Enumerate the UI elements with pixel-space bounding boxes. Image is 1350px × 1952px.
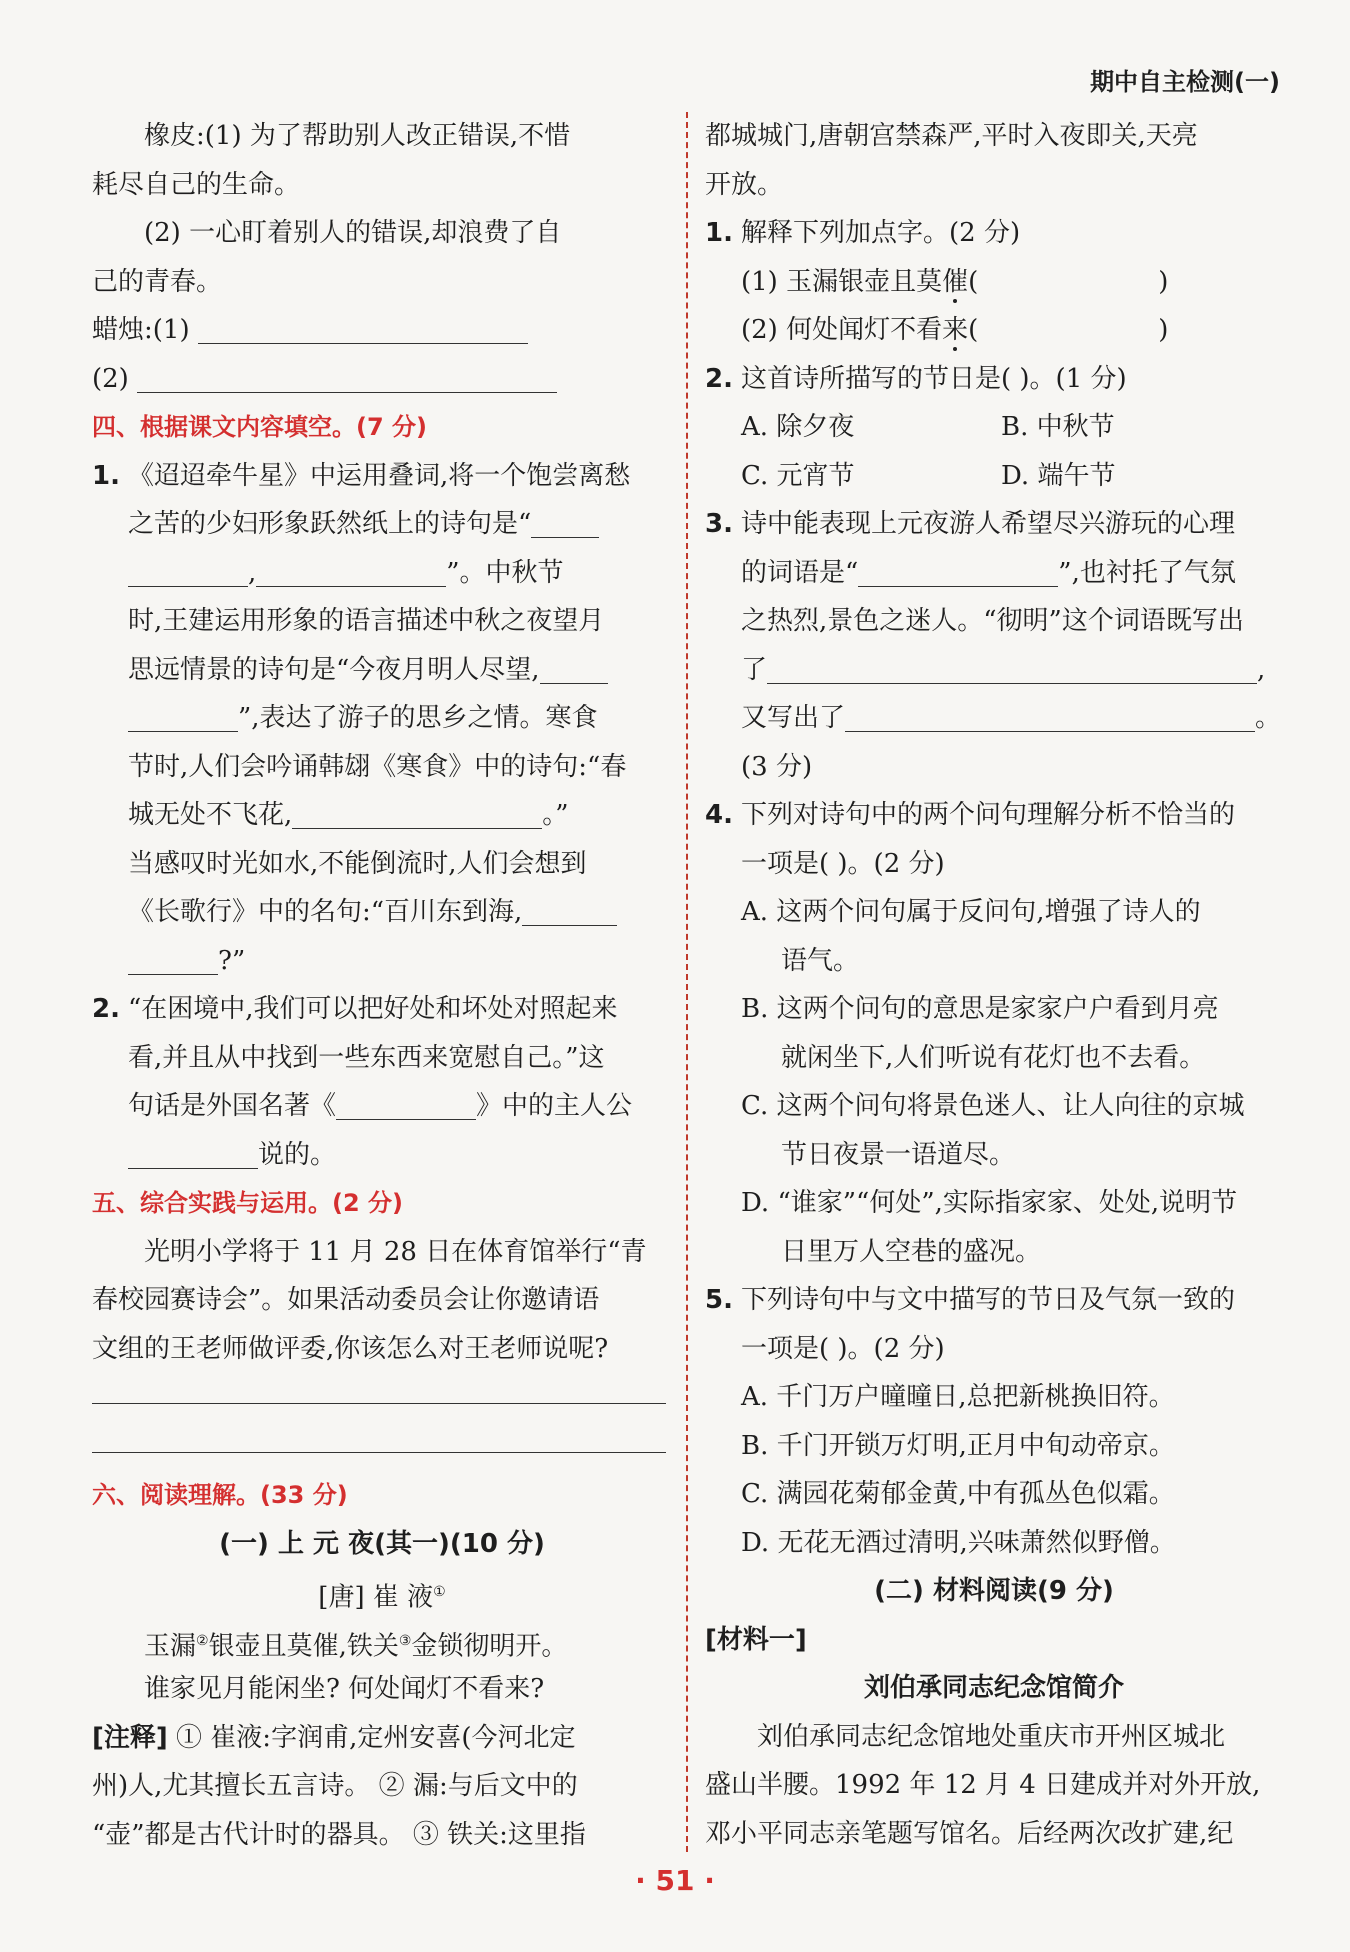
question-number: 3. (705, 509, 733, 539)
material-label: [材料一] (705, 1624, 807, 1655)
text-line: 盛山半腰。1992 年 12 月 4 日建成并对外开放, (705, 1770, 1261, 1800)
material-title: 刘伯承同志纪念馆简介 (863, 1673, 1124, 1703)
option-a[interactable]: A. 这两个问句属于反问句,增强了诗人的 (741, 897, 1201, 927)
question-number: 4. (705, 800, 733, 830)
option-d[interactable]: D. “谁家”“何处”,实际指家家、处处,说明节 (741, 1188, 1238, 1218)
column-divider (686, 112, 688, 1852)
sub-question: (1) 玉漏银壶且莫催( ) (741, 266, 1169, 297)
text-line: 光明小学将于 11 月 28 日在体育馆举行“青 (144, 1236, 647, 1267)
poem-author: [唐] 崔 液① (318, 1582, 446, 1613)
text-line: 都城城门,唐朝宫禁森严,平时入夜即关,天亮 (705, 121, 1198, 151)
candle-line-2: (2) (92, 355, 672, 404)
option-d-cont: 日里万人空巷的盛况。 (781, 1236, 1042, 1267)
note-line: 州)人,尤其擅长五言诗。 ② 漏:与后文中的 (92, 1771, 578, 1801)
question-number: 1. (705, 218, 733, 248)
answer-blank[interactable] (845, 701, 1255, 732)
text-line: 文组的王老师做评委,你该怎么对王老师说呢? (92, 1333, 609, 1364)
answer-blank[interactable] (128, 1138, 258, 1169)
material-section-title: (二) 材料阅读(9 分) (874, 1576, 1114, 1606)
answer-blank[interactable] (128, 944, 218, 975)
option-a-cont: 语气。 (781, 945, 860, 976)
option-b[interactable]: B. 千门开锁万灯明,正月中旬动帝京。 (741, 1430, 1175, 1461)
text-line: 开放。 (705, 169, 784, 200)
answer-blank[interactable] (137, 362, 557, 393)
note-line: [注释] ① 崔液:字润甫,定州安喜(今河北定 (92, 1722, 576, 1753)
option-d[interactable]: D. 无花无酒过清明,兴味萧然似野僧。 (741, 1527, 1176, 1558)
answer-line[interactable] (92, 1373, 666, 1404)
answer-blank[interactable] (540, 653, 608, 684)
text-line: 春校园赛诗会”。如果活动委员会让你邀请语 (92, 1285, 600, 1315)
answer-blank[interactable] (292, 798, 542, 829)
answer-blank[interactable] (256, 556, 446, 587)
option-a[interactable]: A. 千门万户曈曈日,总把新桃换旧符。 (741, 1382, 1175, 1412)
option-c[interactable]: C. 满园花菊郁金黄,中有孤丛色似霜。 (741, 1479, 1175, 1509)
poem-title: (一) 上 元 夜(其一)(10 分) (219, 1528, 545, 1559)
right-column: 都城城门,唐朝宫禁森严,平时入夜即关,天亮 开放。 1. 解释下列加点字。(2 分) (1) 玉漏银壶且莫催( ) (2) 何处闻灯不看来( ) 2. 这首诗所描写的节日是( )。(1 分) A. 除夕夜 B. 中秋节 C. 元宵节 D. 端午节 3. 诗中能表现上元夜游人希望尽兴游玩的心理 的词语是“ ”,也衬托了气氛 之热烈,景色之迷人。“彻明”这个词语既写出 了 , 又写出了 。 (3 分) 4. 下列对诗句中的两个问句理解分析不恰当的 一项是( )。(2 分) A. 这两个问句属于反问句,增强了诗人的 语气。 B. 这两个问句的意思是家家户户看到月亮 就闲坐下,人们听说有花灯也不去看。 C. 这两个问句将景色迷人、让人向往的京城 节日夜景一语道尽。 D. “谁家”“何处”,实际指家家、处处,说明节 日里万人空巷的盛况。 5. 下列诗句中与文中描写的节日及气氛一致的 一项是( )。(2 分) A. 千门万户曈曈日,总把新桃换旧符。 B. 千门开锁万灯明,正月中旬动帝京。 C. 满园花菊郁金黄,中有孤丛色似霜。 D. 无花无酒过清明,兴味萧然似野僧。 (二) 材料阅读(9 分) [材料一] 刘伯承同志纪念馆简介 刘伯承同志纪念馆地处重庆市开州区城北 盛山半腰。1992 年 12 月 4 日建成并对外开放, 邓小平同志亲笔题写馆名。后经两次改扩建,纪 (705, 112, 1283, 1858)
text-line: 节时,人们会吟诵韩翃《寒食》中的诗句:“春 (128, 751, 627, 782)
question-number: 5. (705, 1285, 733, 1315)
page-number: · 51 · (635, 1864, 715, 1897)
option-c[interactable]: C. 这两个问句将景色迷人、让人向往的京城 (741, 1091, 1245, 1121)
text-line: 邓小平同志亲笔题写馆名。后经两次改扩建,纪 (705, 1818, 1234, 1849)
text-line: 时,王建运用形象的语言描述中秋之夜望月 (128, 606, 605, 636)
candle-line-1: 蜡烛:(1) (92, 306, 672, 355)
text-line: 一项是( )。(2 分) (741, 1333, 945, 1364)
question-number: 2. (705, 363, 733, 394)
poem-line: 玉漏②银壶且莫催,铁关③金锁彻明开。 (144, 1631, 568, 1662)
poem-line: 谁家见月能闲坐? 何处闻灯不看来? (144, 1674, 545, 1704)
section-heading: 六、阅读理解。(33 分) (92, 1481, 348, 1509)
question-number: 2. (92, 994, 120, 1024)
text-line: 之热烈,景色之迷人。“彻明”这个词语既写出 (741, 606, 1244, 636)
question-number: 1. (92, 460, 120, 491)
answer-blank[interactable] (767, 653, 1257, 684)
answer-blank[interactable] (858, 556, 1058, 587)
section-heading: 四、根据课文内容填空。(7 分) (92, 413, 427, 441)
option-b-cont: 就闲坐下,人们听说有花灯也不去看。 (781, 1042, 1206, 1073)
option-c-cont: 节日夜景一语道尽。 (781, 1139, 1016, 1170)
option-b[interactable]: B. 这两个问句的意思是家家户户看到月亮 (741, 994, 1219, 1024)
text-line: 刘伯承同志纪念馆地处重庆市开州区城北 (757, 1721, 1226, 1752)
text-line: 耗尽自己的生命。 (92, 169, 301, 200)
text-line: 己的青春。 (92, 266, 223, 297)
section-heading: 五、综合实践与运用。(2 分) (92, 1189, 403, 1217)
answer-blank[interactable] (336, 1089, 476, 1120)
text-line: (2) 一心盯着别人的错误,却浪费了自 (144, 218, 562, 248)
left-column: 橡皮:(1) 为了帮助别人改正错误,不惜 耗尽自己的生命。 (2) 一心盯着别人的错误,却浪费了自 己的青春。 蜡烛:(1) (2) 四、根据课文内容填空。(7 分) 1. 《迢迢牵牛星》中运用叠词,将一个饱尝离愁 之苦的少妇形象跃然纸上的诗句是“ , ”。中秋节 时,王建运用形象的语言描述中秋之夜望月 思远情景的诗句是“今夜月明人尽望, ”,表达了游子的思乡之情。寒食 节时,人们会吟诵韩翃《寒食》中的诗句:“春 城无处不飞花, 。” 当感叹时光如水,不能倒流时,人们会想到 《长歌行》中的名句:“百川东到海, ?” 2. “在困境中,我们可以把好处和坏处对照起来 看,并且从中找到一些东西来宽慰自己。”这 句话是外国名著《 》中的主人公 说的。 五、综合实践与运用。(2 分) 光明小学将于 11 月 28 日在体育馆举行“青 春校园赛诗会”。如果活动委员会让你邀请语 文组的王老师做评委,你该怎么对王老师说呢? 六、阅读理解。(33 分) (一) 上 元 夜(其一)(10 分) [唐] 崔 液① 玉漏②银壶且莫催,铁关③金锁彻明开。 谁家见月能闲坐? 何处闻灯不看来? [注释] ① 崔液:字润甫,定州安喜(今河北定 州)人,尤其擅长五言诗。 ② 漏:与后文中的 “壶”都是古代计时的器具。 ③ 铁关:这里指 (92, 112, 672, 1859)
answer-blank[interactable] (128, 556, 248, 587)
option-row: A. 除夕夜 B. 中秋节 (741, 412, 1115, 442)
text-line: 看,并且从中找到一些东西来宽慰自己。”这 (128, 1042, 605, 1073)
answer-blank[interactable] (531, 507, 599, 538)
note-line: “壶”都是古代计时的器具。 ③ 铁关:这里指 (92, 1819, 586, 1850)
text-line: 橡皮:(1) 为了帮助别人改正错误,不惜 (144, 121, 571, 151)
text-line: (3 分) (741, 751, 813, 782)
option-row: C. 元宵节 D. 端午节 (741, 460, 1116, 491)
sub-question: (2) 何处闻灯不看来( ) (741, 315, 1169, 345)
answer-blank[interactable] (198, 313, 528, 344)
answer-blank[interactable] (128, 701, 238, 732)
page-header: 期中自主检测(一) (1090, 68, 1280, 96)
answer-line[interactable] (92, 1422, 666, 1453)
answer-blank[interactable] (522, 895, 617, 926)
text-line: 一项是( )。(2 分) (741, 848, 945, 879)
text-line: 当感叹时光如水,不能倒流时,人们会想到 (128, 848, 587, 879)
